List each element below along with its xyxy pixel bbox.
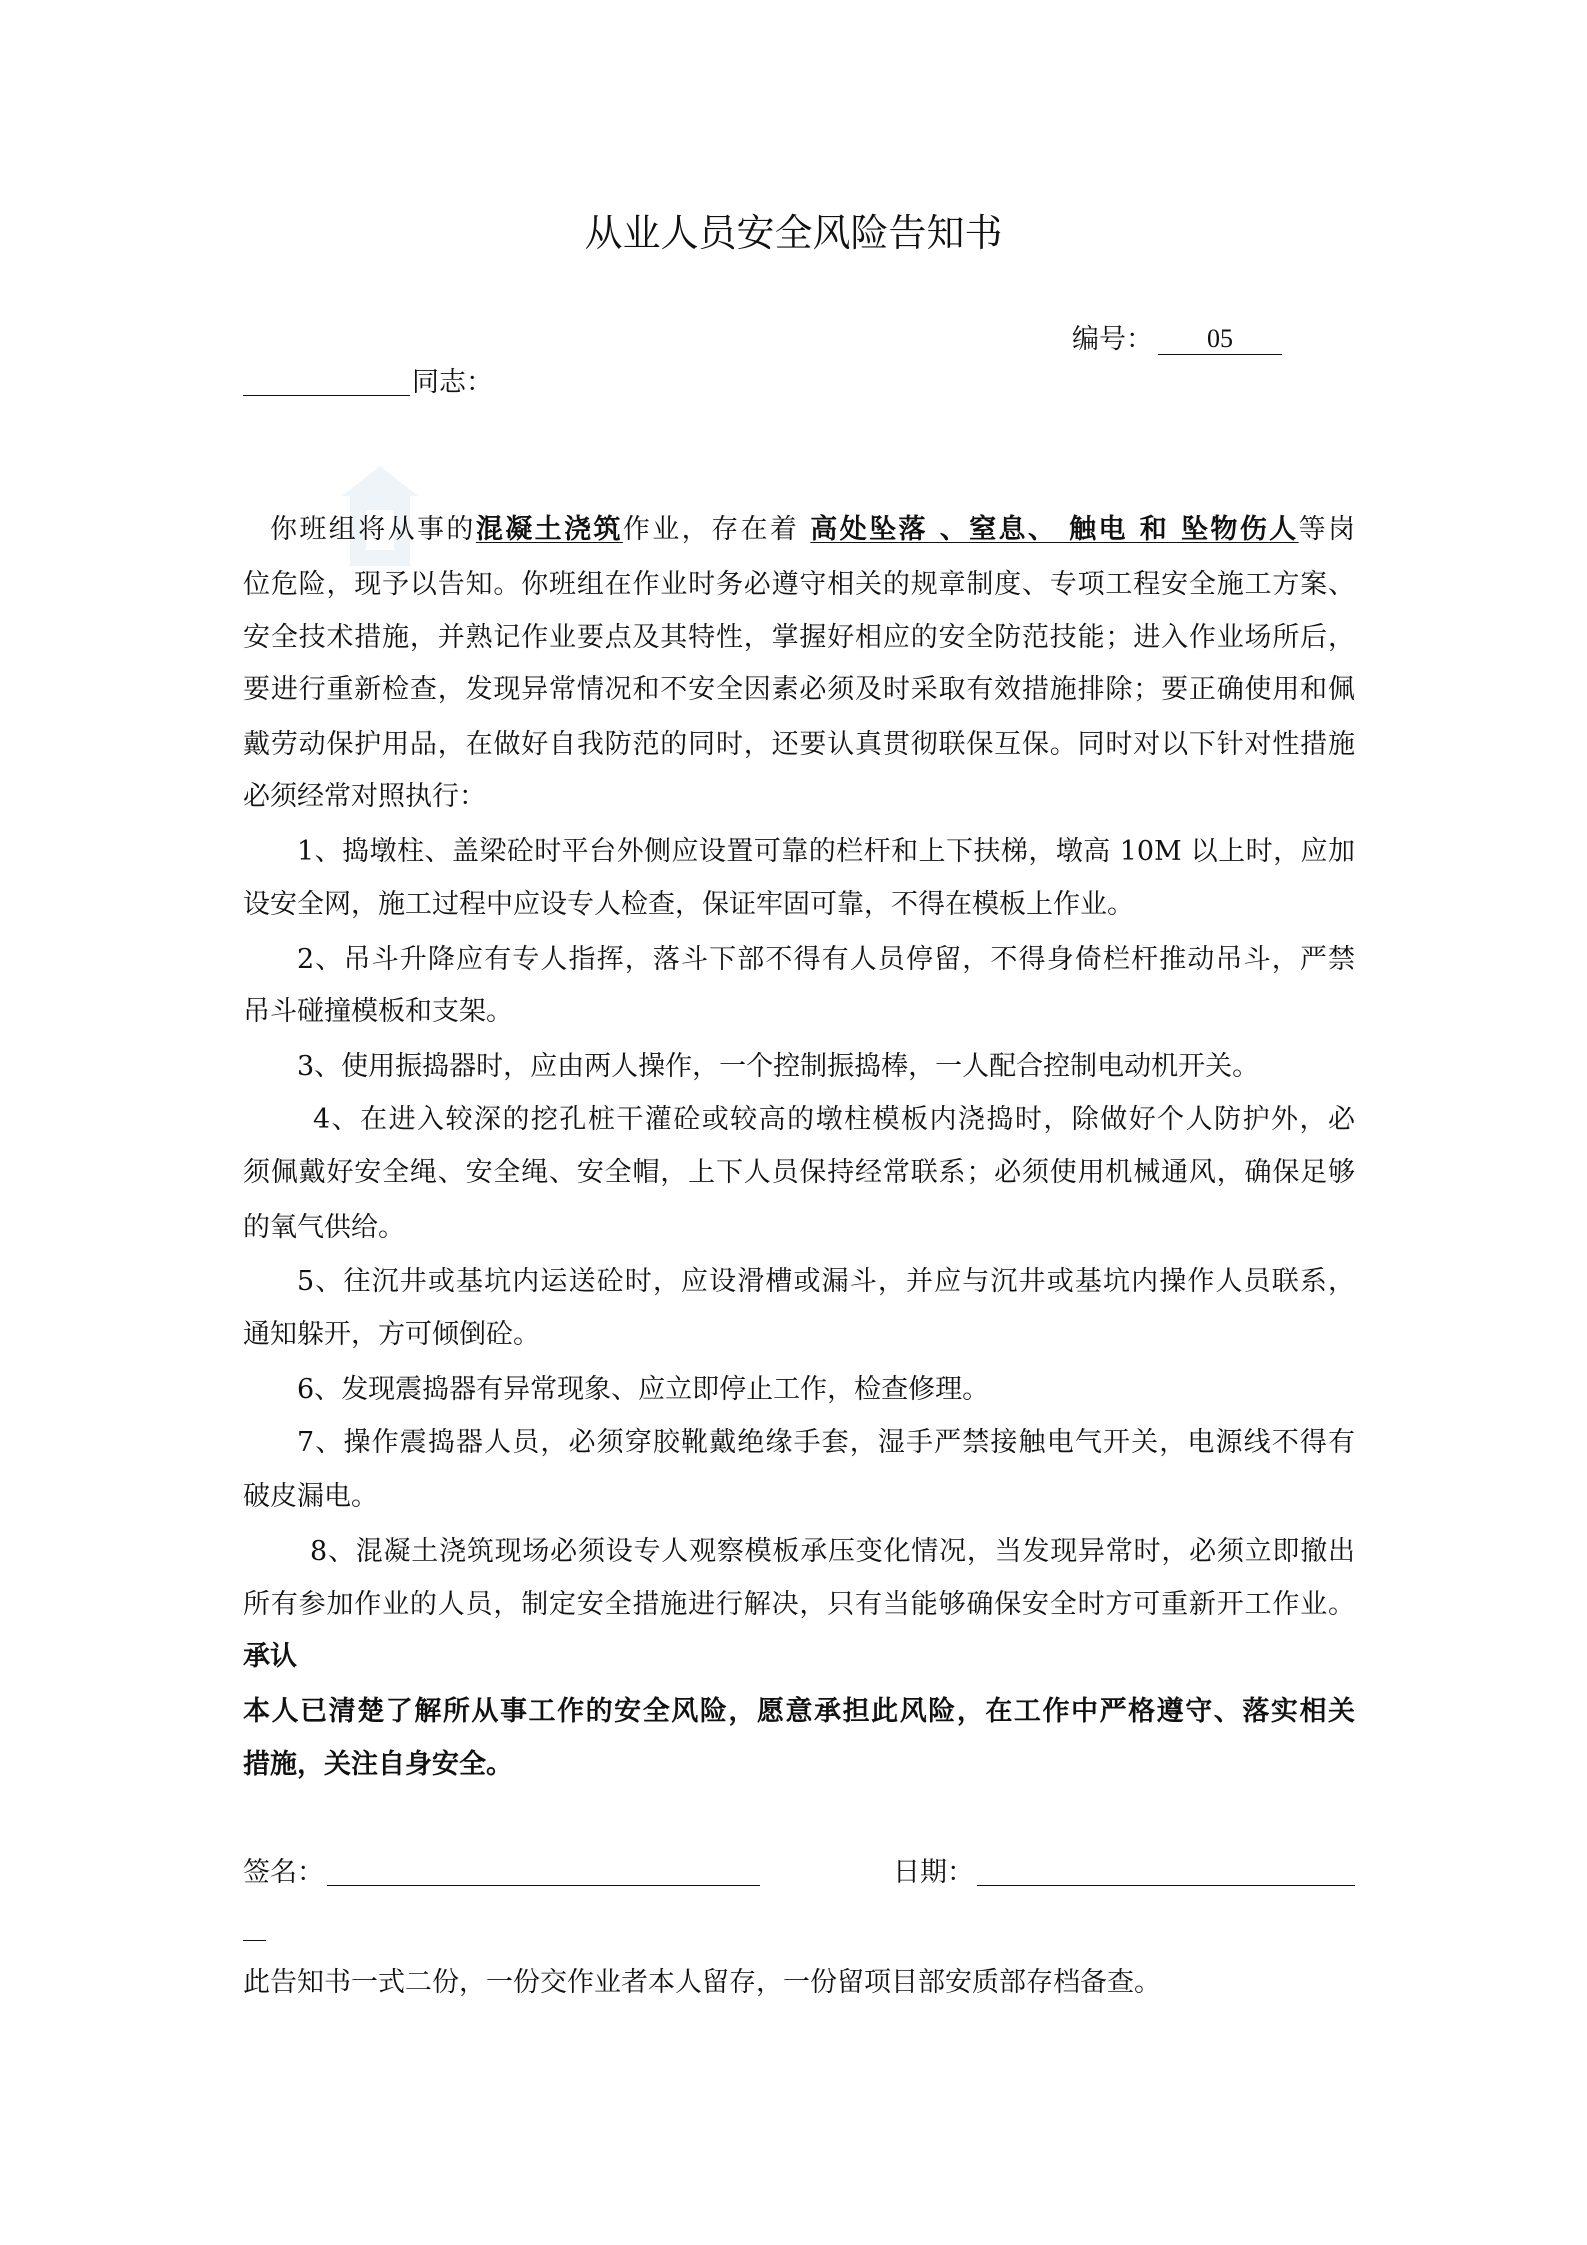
number-value: 05 (1158, 324, 1282, 355)
measure-item-2: 2、吊斗升降应有专人指挥，落斗下部不得有人员停留，不得身倚栏杆推动吊斗，严禁 (297, 944, 1355, 975)
acknowledgement-line: 本人已清楚了解所从事工作的安全风险，愿意承担此风险，在工作中严格遵守、落实相关 (243, 1696, 1355, 1727)
date-label: 日期： (893, 1857, 974, 1888)
intro-line: 安全技术措施，并熟记作业要点及其特性，掌握好相应的安全防范技能；进入作业场所后， (243, 622, 1355, 653)
signature-label: 签名： (243, 1857, 324, 1888)
intro-post: 等岗 (1298, 514, 1355, 545)
footer-note: 此告知书一式二份，一份交作业者本人留存，一份留项目部安质部存档备查。 (243, 1967, 1161, 1998)
measure-item-7: 破皮漏电。 (243, 1481, 378, 1512)
intro-line: 要进行重新检查，发现异常情况和不安全因素必须及时采取有效措施排除；要正确使用和佩 (243, 674, 1355, 705)
measure-item-1: 设安全网，施工过程中应设专人检查，保证牢固可靠，不得在模板上作业。 (243, 889, 1134, 920)
measure-item-4: 的氧气供给。 (243, 1212, 405, 1243)
signature-blank (327, 1853, 760, 1886)
hazard-list: 高处坠落 、窒息、 触电 和 坠物伤人 (810, 514, 1299, 545)
work-type: 混凝土浇筑 (475, 514, 623, 545)
intro-line: 戴劳动保护用品，在做好自我防范的同时，还要认真贯彻联保互保。同时对以下针对性措施 (243, 729, 1355, 760)
intro-pre: 你班组将从事的 (270, 514, 476, 545)
underline-continuation (243, 1940, 266, 1941)
intro-line (270, 510, 1355, 550)
intro-mid: 作业，存在着 (622, 514, 811, 545)
measure-item-7: 7、操作震捣器人员，必须穿胶靴戴绝缘手套，湿手严禁接触电气开关，电源线不得有 (297, 1427, 1355, 1458)
measure-item-8: 8、混凝土浇筑现场必须设专人观察模板承压变化情况，当发现异常时，必须立即撤出 (310, 1536, 1355, 1567)
measure-item-3: 3、使用振捣器时，应由两人操作，一个控制振捣棒，一人配合控制电动机开关。 (297, 1051, 1260, 1082)
measure-item-2: 吊斗碰撞模板和支架。 (243, 996, 513, 1027)
document-title: 从业人员安全风险告知书 (584, 211, 1003, 255)
measure-item-5: 通知躲开，方可倾倒砼。 (243, 1319, 540, 1350)
acknowledgement-line: 措施，关注自身安全。 (243, 1749, 513, 1780)
intro-line: 必须经常对照执行： (243, 781, 486, 812)
measure-item-8: 所有参加作业的人员，制定安全措施进行解决，只有当能够确保安全时方可重新开工作业。 (243, 1589, 1355, 1620)
addressee-blank (243, 363, 410, 396)
measure-item-1: 1、捣墩柱、盖梁砼时平台外侧应设置可靠的栏杆和上下扶梯，墩高 10M 以上时，应加 (297, 836, 1355, 867)
intro-line: 位危险，现予以告知。你班组在作业时务必遵守相关的规章制度、专项工程安全施工方案、 (243, 569, 1355, 600)
measure-item-4: 4、在进入较深的挖孔桩干灌砼或较高的墩柱模板内浇捣时，除做好个人防护外，必 (313, 1104, 1355, 1135)
measure-item-4: 须佩戴好安全绳、安全绳、安全帽，上下人员保持经常联系；必须使用机械通风，确保足够 (243, 1157, 1355, 1188)
measure-item-6: 6、发现震捣器有异常现象、应立即停止工作，检查修理。 (297, 1374, 990, 1405)
addressee-suffix: 同志： (412, 367, 493, 398)
number-label: 编号： (1072, 324, 1153, 355)
acknowledgement-heading: 承认 (243, 1641, 297, 1672)
measure-item-5: 5、往沉井或基坑内运送砼时，应设滑槽或漏斗，并应与沉井或基坑内操作人员联系， (297, 1266, 1355, 1297)
date-blank (977, 1853, 1355, 1886)
